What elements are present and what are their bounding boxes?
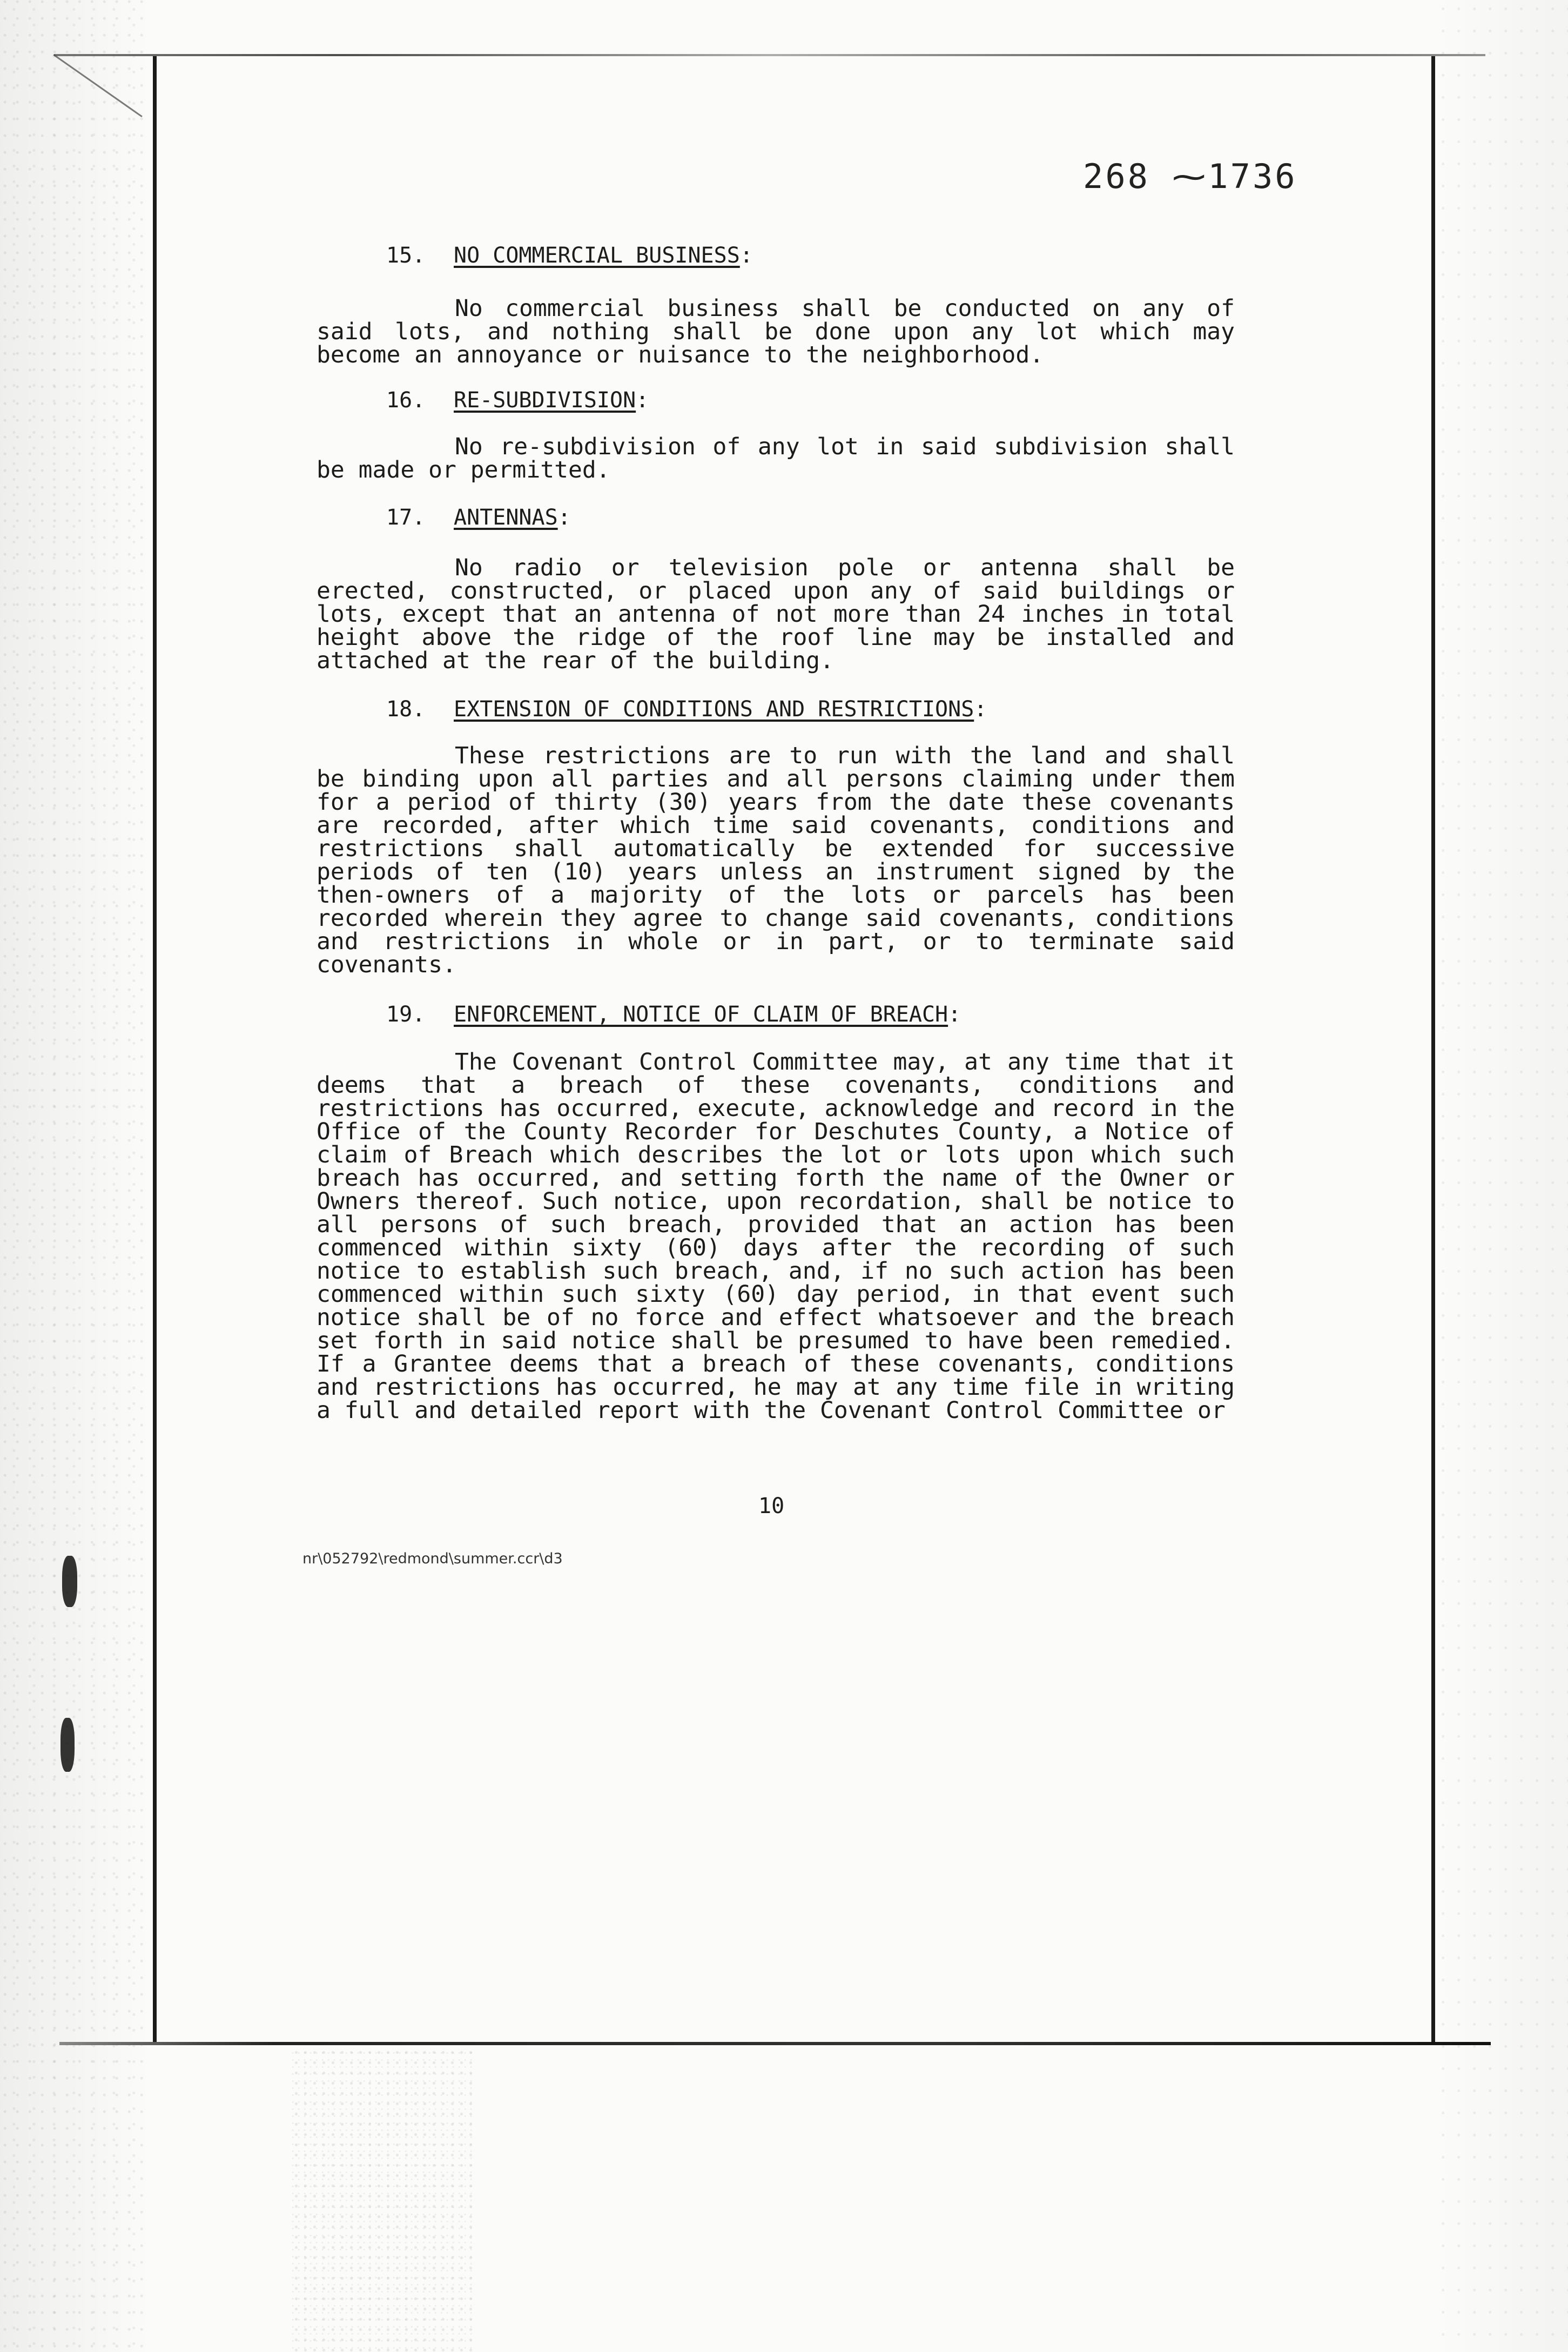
section-body-18 <box>317 744 1235 977</box>
section-body-17 <box>317 556 1235 673</box>
frame-line-right <box>1431 56 1435 2045</box>
section-title: NO COMMERCIAL BUSINESS <box>454 243 740 268</box>
smudge-mark <box>60 1718 75 1772</box>
section-number: 15. <box>386 243 426 268</box>
section-number: 16. <box>386 388 426 413</box>
section-heading-17 <box>386 505 571 530</box>
frame-line-top <box>54 54 1485 56</box>
file-path-footer: nr\052792\redmond\summer.ccr\d3 <box>302 1550 563 1567</box>
scan-noise-right <box>1438 0 1568 2352</box>
heading-colon: : <box>636 388 649 413</box>
section-number: 17. <box>386 505 426 530</box>
heading-colon: : <box>739 243 753 268</box>
frame-line-bottom <box>59 2042 1491 2045</box>
heading-colon: : <box>557 505 571 530</box>
section-body-text: No commercial business shall be conducted on any of said lots, and nothing shall be done upon any lot which may become an annoyance or nuisance to the neighborhood. <box>317 295 1235 368</box>
section-title: ANTENNAS <box>454 505 558 530</box>
section-body-16 <box>317 435 1235 482</box>
section-number: 18. <box>386 697 426 722</box>
section-title: RE-SUBDIVISION <box>454 388 636 413</box>
scan-noise-bottom <box>292 2047 475 2352</box>
section-body-15 <box>317 297 1235 367</box>
scan-noise-left <box>0 0 151 2352</box>
smudge-mark <box>62 1556 77 1607</box>
section-heading-16 <box>386 388 649 413</box>
heading-colon: : <box>974 697 987 722</box>
heading-colon: : <box>948 1002 961 1027</box>
page-reference: 268 ⁓1736 <box>1083 157 1297 196</box>
section-heading-15 <box>386 243 753 268</box>
section-title: EXTENSION OF CONDITIONS AND RESTRICTIONS <box>454 697 974 722</box>
section-heading-18 <box>386 697 987 722</box>
section-body-text: No radio or television pole or antenna shall be erected, constructed, or placed upon any of said buildings or lots, except that an antenna of not more than 24 inches in total height above the ridge of the roof line may be installed and attached at the rear of the building. <box>317 554 1235 674</box>
section-body-text: These restrictions are to run with the land and shall be binding upon all parties and all persons claiming under them for a period of thirty (30) years from the date these covenants are recorded, after which time said covenants, conditions and restrictions shall automatically be extended for successive periods of ten (10) years unless an instrument signed by the then-owners of a majority of the lots or parcels has been recorded wherein they agree to change said covenants, conditions and restrictions in whole or in part, or to terminate said covenants. <box>317 742 1235 978</box>
section-body-text: The Covenant Control Committee may, at any time that it deems that a breach of these covenants, conditions and restrictions has occurred, execute, acknowledge and record in the Office of the County Recorder for Deschutes County, a Notice of claim of Breach which describes the lot or lots upon which such breach has occurred, and setting forth the name of the Owner or Owners thereof. Such notice, upon recordation, shall be notice to all persons of such breach, provided that an action has been commenced within sixty (60) days after the recording of such notice to establish such breach, and, if no such action has been commenced within such sixty (60) day period, in that event such notice shall be of no force and effect whatsoever and the breach set forth in said notice shall be presumed to have been remedied. If a Grantee deems that a breach of these covenants, conditions and restrictions has occurred, he may at any time file in writing a full and detailed report with the Covenant Control Committee or <box>317 1049 1235 1424</box>
section-body-text: No re-subdivision of any lot in said subdivision shall be made or permitted. <box>317 433 1235 483</box>
section-number: 19. <box>386 1002 426 1027</box>
page-number: 10 <box>758 1494 785 1518</box>
section-body-19 <box>317 1051 1235 1422</box>
section-title: ENFORCEMENT, NOTICE OF CLAIM OF BREACH <box>454 1002 948 1027</box>
section-heading-19 <box>386 1002 961 1027</box>
frame-line-left <box>153 56 157 2045</box>
